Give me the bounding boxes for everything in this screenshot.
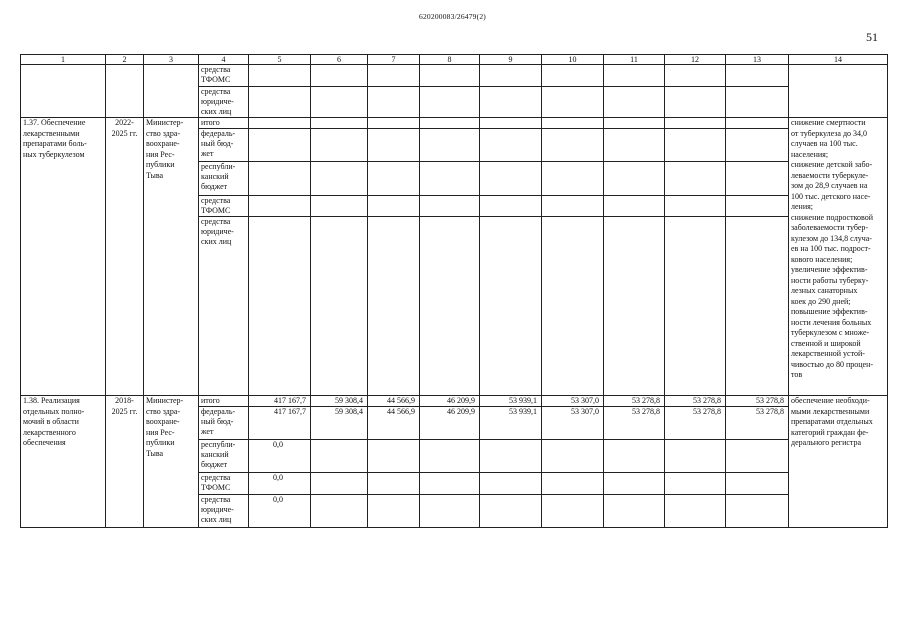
cell-empty [249, 162, 311, 196]
cell-empty [368, 196, 420, 217]
cell-empty [480, 217, 542, 396]
column-header: 5 [249, 55, 311, 65]
cell-empty [249, 129, 311, 162]
funding-source: средства юридиче- ских лиц [199, 87, 249, 118]
cell-empty [368, 129, 420, 162]
cell-empty [604, 162, 665, 196]
funding-source: итого [199, 118, 249, 129]
amount-cell: 53 939,1 [480, 407, 542, 440]
cell-empty [480, 129, 542, 162]
cell-empty [106, 65, 144, 118]
cell-empty [726, 118, 789, 129]
cell-empty [665, 217, 726, 396]
cell-empty [311, 217, 368, 396]
cell-empty [542, 162, 604, 196]
cell-empty [542, 196, 604, 217]
cell-empty [420, 440, 480, 473]
funding-source: средства ТФОМС [199, 473, 249, 495]
cell-empty [665, 162, 726, 196]
cell-empty [480, 118, 542, 129]
amount-cell: 0,0 [249, 495, 311, 528]
column-header: 2 [106, 55, 144, 65]
cell-empty [542, 440, 604, 473]
page-number: 51 [866, 30, 878, 44]
column-header: 13 [726, 55, 789, 65]
cell-empty [480, 473, 542, 495]
cell-empty [368, 217, 420, 396]
cell-empty [368, 162, 420, 196]
cell-empty [249, 65, 311, 87]
cell-empty [789, 65, 888, 118]
cell-empty [311, 65, 368, 87]
cell-empty [144, 65, 199, 118]
amount-cell: 59 308,4 [311, 407, 368, 440]
cell-empty [542, 495, 604, 528]
amount-cell: 44 566,9 [368, 407, 420, 440]
cell-empty [726, 217, 789, 396]
cell-empty [604, 65, 665, 87]
column-header: 6 [311, 55, 368, 65]
column-header: 10 [542, 55, 604, 65]
funding-source: средства юридиче- ских лиц [199, 217, 249, 396]
cell-empty [21, 65, 106, 118]
cell-empty [420, 196, 480, 217]
cell-empty [368, 65, 420, 87]
cell-empty [480, 196, 542, 217]
cell-empty [368, 118, 420, 129]
amount-cell: 53 278,8 [726, 396, 789, 407]
program-table [20, 54, 888, 528]
amount-cell: 53 939,1 [480, 396, 542, 407]
cell-empty [604, 129, 665, 162]
cell-empty [665, 473, 726, 495]
measure-period: 2022- 2025 гг. [106, 118, 144, 396]
cell-empty [542, 473, 604, 495]
cell-empty [726, 440, 789, 473]
amount-cell: 46 209,9 [420, 396, 480, 407]
cell-empty [311, 129, 368, 162]
cell-empty [368, 87, 420, 118]
cell-empty [665, 440, 726, 473]
table-row [21, 65, 888, 87]
column-header: 1 [21, 55, 106, 65]
measure-period: 2018- 2025 гг. [106, 396, 144, 528]
measure-executor: Министер- ство здра- воохране- ния Рес- публики Тыва [144, 118, 199, 396]
cell-empty [420, 495, 480, 528]
cell-empty [368, 495, 420, 528]
funding-source: республи- канский бюджет [199, 440, 249, 473]
amount-cell: 53 278,8 [604, 396, 665, 407]
cell-empty [420, 118, 480, 129]
cell-empty [368, 473, 420, 495]
header-row [21, 55, 888, 65]
cell-empty [311, 196, 368, 217]
cell-empty [726, 162, 789, 196]
amount-cell: 53 278,8 [665, 407, 726, 440]
column-header: 8 [420, 55, 480, 65]
cell-empty [604, 495, 665, 528]
cell-empty [480, 440, 542, 473]
cell-empty [665, 495, 726, 528]
funding-source: итого [199, 396, 249, 407]
cell-empty [311, 473, 368, 495]
cell-empty [604, 440, 665, 473]
cell-empty [726, 495, 789, 528]
cell-empty [542, 129, 604, 162]
column-header: 9 [480, 55, 542, 65]
table-row [21, 396, 888, 407]
amount-cell: 0,0 [249, 440, 311, 473]
cell-empty [726, 473, 789, 495]
cell-empty [665, 196, 726, 217]
cell-empty [311, 440, 368, 473]
cell-empty [542, 65, 604, 87]
amount-cell: 53 278,8 [604, 407, 665, 440]
cell-empty [726, 65, 789, 87]
cell-empty [249, 87, 311, 118]
funding-source: средства ТФОМС [199, 196, 249, 217]
cell-empty [420, 162, 480, 196]
amount-cell: 53 278,8 [665, 396, 726, 407]
amount-cell: 46 209,9 [420, 407, 480, 440]
table-row [21, 118, 888, 129]
amount-cell: 53 307,0 [542, 407, 604, 440]
cell-empty [249, 217, 311, 396]
cell-empty [726, 129, 789, 162]
measure-result: снижение смертности от туберкулеза до 34,0 случаев на 100 тыс. населения; снижение детской забо- леваемости туберкуле- зом до 28,9 случаев на 100 тыс. детского насе- ления; снижение подростковой заболеваемости тубер- кулезом до 134,8 случа- ев на 100 тыс. подрост- кового населения; увеличение эффектив- ности работы туберку- лезных санаторных коек до 290 дней; повышение эффектив- ности лечения больных туберкулезом с множе- ственной и широкой лекарственной устой- чивостью до 80 процен- тов [789, 118, 888, 396]
cell-empty [311, 162, 368, 196]
cell-empty [726, 87, 789, 118]
column-header: 4 [199, 55, 249, 65]
funding-source: средства ТФОМС [199, 65, 249, 87]
cell-empty [480, 162, 542, 196]
cell-empty [665, 65, 726, 87]
cell-empty [311, 87, 368, 118]
column-header: 7 [368, 55, 420, 65]
cell-empty [604, 196, 665, 217]
cell-empty [249, 118, 311, 129]
measure-name: 1.38. Реализация отдельных полно- мочий в области лекарственного обеспечения [21, 396, 106, 528]
amount-cell: 417 167,7 [249, 407, 311, 440]
cell-empty [420, 217, 480, 396]
column-header: 3 [144, 55, 199, 65]
cell-empty [604, 217, 665, 396]
cell-empty [311, 118, 368, 129]
cell-empty [480, 87, 542, 118]
cell-empty [604, 473, 665, 495]
measure-result: обеспечение необходи- мыми лекарственными препаратами отдельных категорий граждан фе- дерального регистра [789, 396, 888, 528]
cell-empty [311, 495, 368, 528]
cell-empty [368, 440, 420, 473]
cell-empty [604, 118, 665, 129]
funding-source: средства юридиче- ских лиц [199, 495, 249, 528]
amount-cell: 44 566,9 [368, 396, 420, 407]
column-header: 14 [789, 55, 888, 65]
cell-empty [665, 129, 726, 162]
cell-empty [542, 87, 604, 118]
cell-empty [249, 196, 311, 217]
amount-cell: 53 307,0 [542, 396, 604, 407]
cell-empty [420, 87, 480, 118]
column-header: 12 [665, 55, 726, 65]
amount-cell: 0,0 [249, 473, 311, 495]
measure-executor: Министер- ство здра- воохране- ния Рес- публики Тыва [144, 396, 199, 528]
amount-cell: 417 167,7 [249, 396, 311, 407]
cell-empty [665, 118, 726, 129]
cell-empty [726, 196, 789, 217]
cell-empty [420, 65, 480, 87]
cell-empty [420, 129, 480, 162]
cell-empty [420, 473, 480, 495]
amount-cell: 59 308,4 [311, 396, 368, 407]
cell-empty [542, 118, 604, 129]
funding-source: федераль- ный бюд- жет [199, 407, 249, 440]
cell-empty [665, 87, 726, 118]
column-header: 11 [604, 55, 665, 65]
cell-empty [480, 65, 542, 87]
cell-empty [604, 87, 665, 118]
amount-cell: 53 278,8 [726, 407, 789, 440]
cell-empty [542, 217, 604, 396]
cell-empty [480, 495, 542, 528]
measure-name: 1.37. Обеспечение лекарственными препаратами боль- ных туберкулезом [21, 118, 106, 396]
funding-source: федераль- ный бюд- жет [199, 129, 249, 162]
funding-source: республи- канский бюджет [199, 162, 249, 196]
document-id: 620200083/26479(2) [419, 12, 486, 21]
